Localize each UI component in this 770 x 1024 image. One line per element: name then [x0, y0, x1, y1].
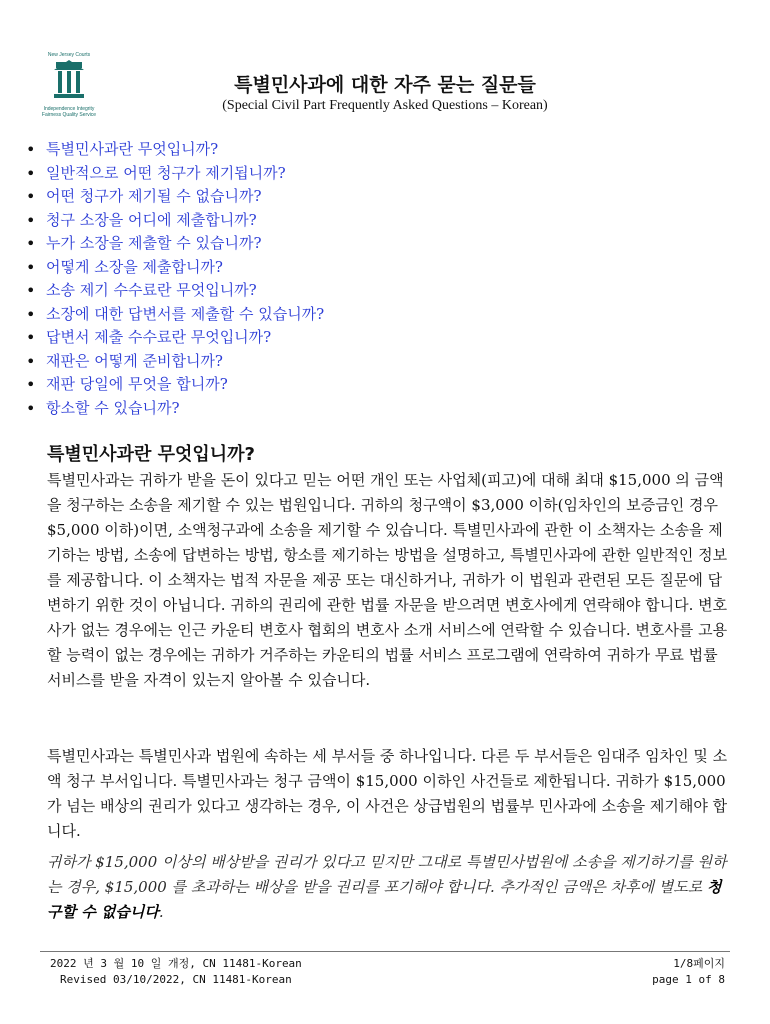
toc-item[interactable]: • 소장에 대한 답변서를 제출할 수 있습니까?: [46, 303, 324, 327]
page-title: 특별민사과에 대한 자주 묻는 질문들: [234, 74, 536, 96]
toc-item[interactable]: • 재판은 어떻게 준비합니까?: [46, 350, 324, 374]
logo-caption-bottom: Independence Integrity Fairness Quality Service: [41, 106, 97, 118]
logo-caption-top: New Jersey Courts: [47, 52, 91, 58]
bold-emphasis: 청구할 수 없습니다: [47, 878, 722, 921]
footer-right: [652, 956, 725, 988]
toc-item[interactable]: • 청구 소장을 어디에 제출합니까?: [46, 209, 324, 233]
toc-item[interactable]: • 일반적으로 어떤 청구가 제기됩니까?: [46, 162, 324, 186]
toc-item[interactable]: • 어떻게 소장을 제출합니까?: [46, 256, 324, 280]
body-paragraph-3: [47, 850, 733, 925]
revision-english: Revised 03/10/2022, CN 11481-Korean: [60, 973, 292, 986]
table-of-contents: [26, 138, 324, 420]
toc-item[interactable]: • 특별민사과란 무엇입니까?: [46, 138, 324, 162]
page-number-english: page 1 of 8: [652, 973, 725, 986]
toc-item[interactable]: • 재판 당일에 무엇을 합니까?: [46, 373, 324, 397]
revision-korean: 2022 년 3 월 10 일 개정, CN 11481-Korean: [50, 957, 302, 970]
italic-text: 귀하가 $15,000 이상의 배상받을 권리가 있다고 믿지만 그대로 특별민사법원에 소송을 제기하기를 원하는 경우, $15,000 를 초과하는 배상을 받을 권리를 포기해야 합니다. 추가적인 금액은 차후에 별도로: [47, 853, 727, 896]
page-subtitle: (Special Civil Part Frequently Asked Questions – Korean): [222, 98, 548, 113]
toc-item[interactable]: • 어떤 청구가 제기될 수 없습니까?: [46, 185, 324, 209]
italic-text-end: .: [158, 903, 164, 921]
footer-divider: [40, 951, 730, 952]
toc-item[interactable]: • 누가 소장을 제출할 수 있습니까?: [46, 232, 324, 256]
body-paragraph-2: 특별민사과는 특별민사과 법원에 속하는 세 부서들 중 하나입니다. 다른 두 부서들은 임대주 임차인 및 소액 청구 부서입니다. 특별민사과는 청구 금액이 $15,000 이하인 사건들로 제한됩니다. 귀하가 $15,000 가 넘는 배상의 권리가 있다고 생각하는 경우, 이 사건은 상급법원의 법률부 민사과에 소송을 제기해야 합니다.: [47, 747, 728, 840]
body-paragraph-1: 특별민사과는 귀하가 받을 돈이 있다고 믿는 어떤 개인 또는 사업체(피고)에 대해 최대 $15,000 의 금액을 청구하는 소송을 제기할 수 있는 법원입니다. 귀하의 청구액이 $3,000 이하(임차인의 보증금인 경우 $5,000 이하)이면, 소액청구과에 소송을 제기할 수 있습니다. 특별민사과에 관한 이 소책자는 소송을 제기하는 방법, 소송에 답변하는 방법, 항소를 제기하는 방법을 설명하고, 특별민사과에 관한 일반적인 정보를 제공합니다. 이 소책자는 법적 자문을 제공 또는 대신하거나, 귀하가 이 법원과 관련된 모든 질문에 답변하기 위한 것이 아닙니다. 귀하의 권리에 관한 법률 자문을 받으려면 변호사에게 연락해야 합니다. 변호사가 없는 경우에는 인근 카운티 변호사 협회의 변호사 소개 서비스에 연락할 수 있습니다. 변호사를 고용할 능력이 없는 경우에는 귀하가 거주하는 카운티의 법률 서비스 프로그램에 연락하여 귀하가 무료 법률 서비스를 받을 자격이 있는지 알아볼 수 있습니다.: [47, 471, 728, 689]
section-heading: 특별민사과란 무엇입니까?: [47, 444, 255, 465]
footer-left: [50, 956, 302, 988]
toc-item[interactable]: • 항소할 수 있습니까?: [46, 397, 324, 421]
toc-item[interactable]: • 소송 제기 수수료란 무엇입니까?: [46, 279, 324, 303]
toc-item[interactable]: • 답변서 제출 수수료란 무엇입니까?: [46, 326, 324, 350]
page-number-korean: 1/8페이지: [673, 957, 725, 970]
